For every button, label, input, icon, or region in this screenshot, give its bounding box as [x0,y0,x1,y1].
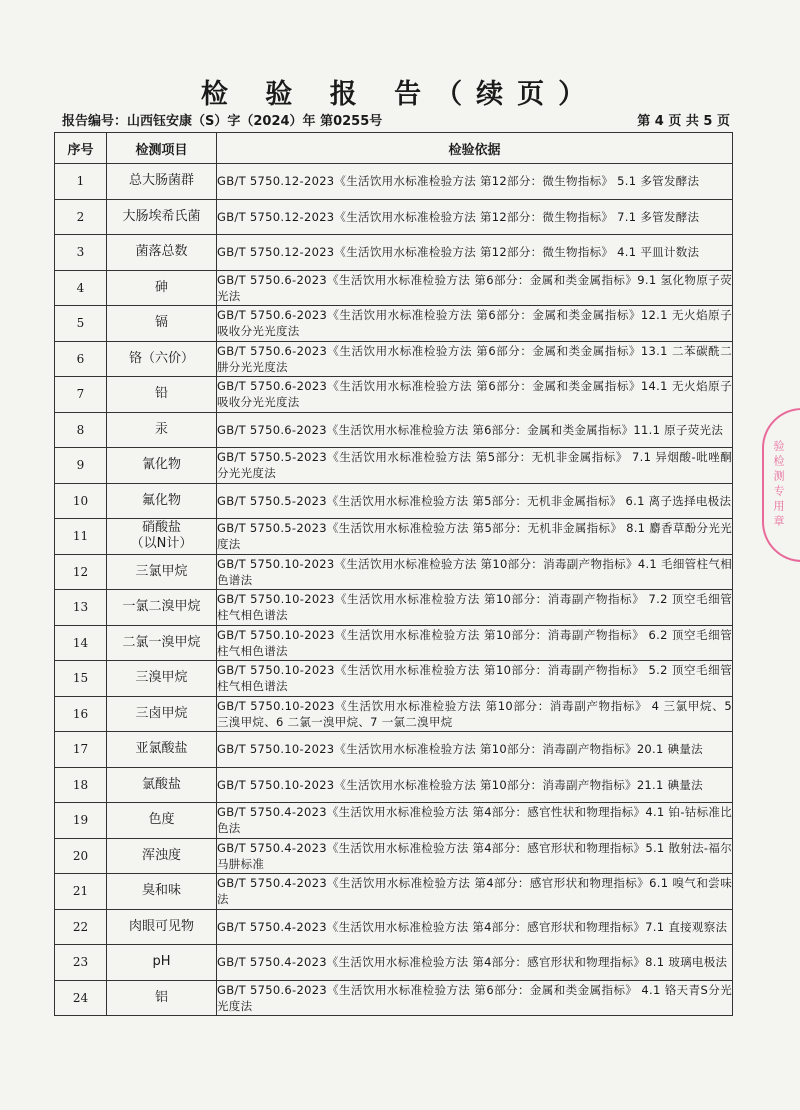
row-number: 18 [55,767,107,803]
test-item: 二氯一溴甲烷 [107,625,217,661]
test-basis: GB/T 5750.4-2023《生活饮用水标准检验方法 第4部分：感官性状和物理指标》4.1 铂-钴标准比色法 [217,803,733,839]
row-number: 11 [55,519,107,555]
test-basis: GB/T 5750.10-2023《生活饮用水标准检验方法 第10部分：消毒副产物指标》 6.2 顶空毛细管柱气相色谱法 [217,625,733,661]
test-item: 铬（六价） [107,341,217,377]
test-item: 亚氯酸盐 [107,732,217,768]
table-row [55,625,733,661]
test-item: 总大肠菌群 [107,164,217,200]
test-basis: GB/T 5750.4-2023《生活饮用水标准检验方法 第4部分：感官形状和物理指标》6.1 嗅气和尝味法 [217,874,733,910]
table-row [55,412,733,448]
table-row [55,483,733,519]
table-row [55,980,733,1016]
row-number: 23 [55,945,107,981]
row-number: 5 [55,306,107,342]
table-row [55,341,733,377]
row-number: 6 [55,341,107,377]
inspection-seal [762,408,800,562]
test-basis: GB/T 5750.10-2023《生活饮用水标准检验方法 第10部分：消毒副产物指标》 5.2 顶空毛细管柱气相色谱法 [217,661,733,697]
table-row [55,945,733,981]
row-number: 24 [55,980,107,1016]
test-basis: GB/T 5750.5-2023《生活饮用水标准检验方法 第5部分：无机非金属指标》 7.1 异烟酸-吡唑酮分光光度法 [217,448,733,484]
test-item: 菌落总数 [107,235,217,271]
row-number: 20 [55,838,107,874]
test-basis: GB/T 5750.6-2023《生活饮用水标准检验方法 第6部分：金属和类金属指标》14.1 无火焰原子吸收分光光度法 [217,377,733,413]
test-basis: GB/T 5750.4-2023《生活饮用水标准检验方法 第4部分：感官形状和物理指标》7.1 直接观察法 [217,909,733,945]
row-number: 22 [55,909,107,945]
page-title: 检 验 报 告（续页） [200,79,600,110]
test-basis: GB/T 5750.10-2023《生活饮用水标准检验方法 第10部分：消毒副产物指标》4.1 毛细管柱气相色谱法 [217,554,733,590]
table-row [55,235,733,271]
table-row [55,519,733,555]
test-basis: GB/T 5750.10-2023《生活饮用水标准检验方法 第10部分：消毒副产物指标》21.1 碘量法 [217,767,733,803]
table-row [55,306,733,342]
column-header-item: 检测项目 [107,133,217,164]
test-item: 氯酸盐 [107,767,217,803]
test-basis: GB/T 5750.5-2023《生活饮用水标准检验方法 第5部分：无机非金属指标》 6.1 离子选择电极法 [217,483,733,519]
test-item: 三氯甲烷 [107,554,217,590]
table-row [55,767,733,803]
row-number: 15 [55,661,107,697]
seal-text: 验检测专用章 [772,440,785,530]
test-basis: GB/T 5750.6-2023《生活饮用水标准检验方法 第6部分：金属和类金属指标》11.1 原子荧光法 [217,412,733,448]
row-number: 10 [55,483,107,519]
inspection-basis-table [54,132,733,1016]
test-item: 铝 [107,980,217,1016]
table-row [55,732,733,768]
row-number: 19 [55,803,107,839]
test-item: 臭和味 [107,874,217,910]
column-header-basis: 检验依据 [217,133,733,164]
report-number: 报告编号：山西钰安康（S）字（2024）年 第0255号 [62,114,383,129]
row-number: 14 [55,625,107,661]
test-basis: GB/T 5750.12-2023《生活饮用水标准检验方法 第12部分：微生物指标》 4.1 平皿计数法 [217,235,733,271]
test-item: 镉 [107,306,217,342]
test-item: 大肠埃希氏菌 [107,199,217,235]
page-info: 第 4 页 共 5 页 [637,114,730,129]
row-number: 1 [55,164,107,200]
row-number: 12 [55,554,107,590]
test-item: 浑浊度 [107,838,217,874]
row-number: 17 [55,732,107,768]
table-row [55,448,733,484]
row-number: 8 [55,412,107,448]
table-row [55,590,733,626]
row-number: 7 [55,377,107,413]
test-item: 三溴甲烷 [107,661,217,697]
test-item: 硝酸盐 （以N计） [107,519,217,555]
test-basis: GB/T 5750.12-2023《生活饮用水标准检验方法 第12部分：微生物指标》 7.1 多管发酵法 [217,199,733,235]
row-number: 21 [55,874,107,910]
row-number: 13 [55,590,107,626]
test-item: 色度 [107,803,217,839]
test-item: 铅 [107,377,217,413]
test-basis: GB/T 5750.6-2023《生活饮用水标准检验方法 第6部分：金属和类金属指标》9.1 氢化物原子荧光法 [217,270,733,306]
row-number: 4 [55,270,107,306]
test-item: 肉眼可见物 [107,909,217,945]
table-row [55,164,733,200]
table-row [55,270,733,306]
test-item: 一氯二溴甲烷 [107,590,217,626]
test-item: 氟化物 [107,483,217,519]
test-basis: GB/T 5750.6-2023《生活饮用水标准检验方法 第6部分：金属和类金属指标》13.1 二苯碳酰二肼分光光度法 [217,341,733,377]
test-basis: GB/T 5750.6-2023《生活饮用水标准检验方法 第6部分：金属和类金属指标》 4.1 铬天青S分光光度法 [217,980,733,1016]
table-row [55,199,733,235]
test-basis: GB/T 5750.4-2023《生活饮用水标准检验方法 第4部分：感官形状和物理指标》8.1 玻璃电极法 [217,945,733,981]
column-header-no: 序号 [55,133,107,164]
test-basis: GB/T 5750.10-2023《生活饮用水标准检验方法 第10部分：消毒副产物指标》 4 三氯甲烷、5 三溴甲烷、6 二氯一溴甲烷、7 一氯二溴甲烷 [217,696,733,732]
test-basis: GB/T 5750.10-2023《生活饮用水标准检验方法 第10部分：消毒副产物指标》 7.2 顶空毛细管柱气相色谱法 [217,590,733,626]
table-row [55,554,733,590]
report-header [62,110,730,130]
test-basis: GB/T 5750.6-2023《生活饮用水标准检验方法 第6部分：金属和类金属指标》12.1 无火焰原子吸收分光光度法 [217,306,733,342]
table-row [55,909,733,945]
test-item: pH [107,945,217,981]
table-row [55,377,733,413]
table-row [55,874,733,910]
row-number: 3 [55,235,107,271]
test-item: 三卤甲烷 [107,696,217,732]
table-header-row [55,133,733,164]
table-row [55,838,733,874]
row-number: 9 [55,448,107,484]
test-item: 汞 [107,412,217,448]
row-number: 16 [55,696,107,732]
table-row [55,696,733,732]
test-item: 砷 [107,270,217,306]
test-basis: GB/T 5750.5-2023《生活饮用水标准检验方法 第5部分：无机非金属指标》 8.1 麝香草酚分光光度法 [217,519,733,555]
test-basis: GB/T 5750.12-2023《生活饮用水标准检验方法 第12部分：微生物指标》 5.1 多管发酵法 [217,164,733,200]
row-number: 2 [55,199,107,235]
test-item: 氰化物 [107,448,217,484]
test-basis: GB/T 5750.4-2023《生活饮用水标准检验方法 第4部分：感官形状和物理指标》5.1 散射法-福尔马肼标准 [217,838,733,874]
table-row [55,661,733,697]
table-row [55,803,733,839]
test-basis: GB/T 5750.10-2023《生活饮用水标准检验方法 第10部分：消毒副产物指标》20.1 碘量法 [217,732,733,768]
